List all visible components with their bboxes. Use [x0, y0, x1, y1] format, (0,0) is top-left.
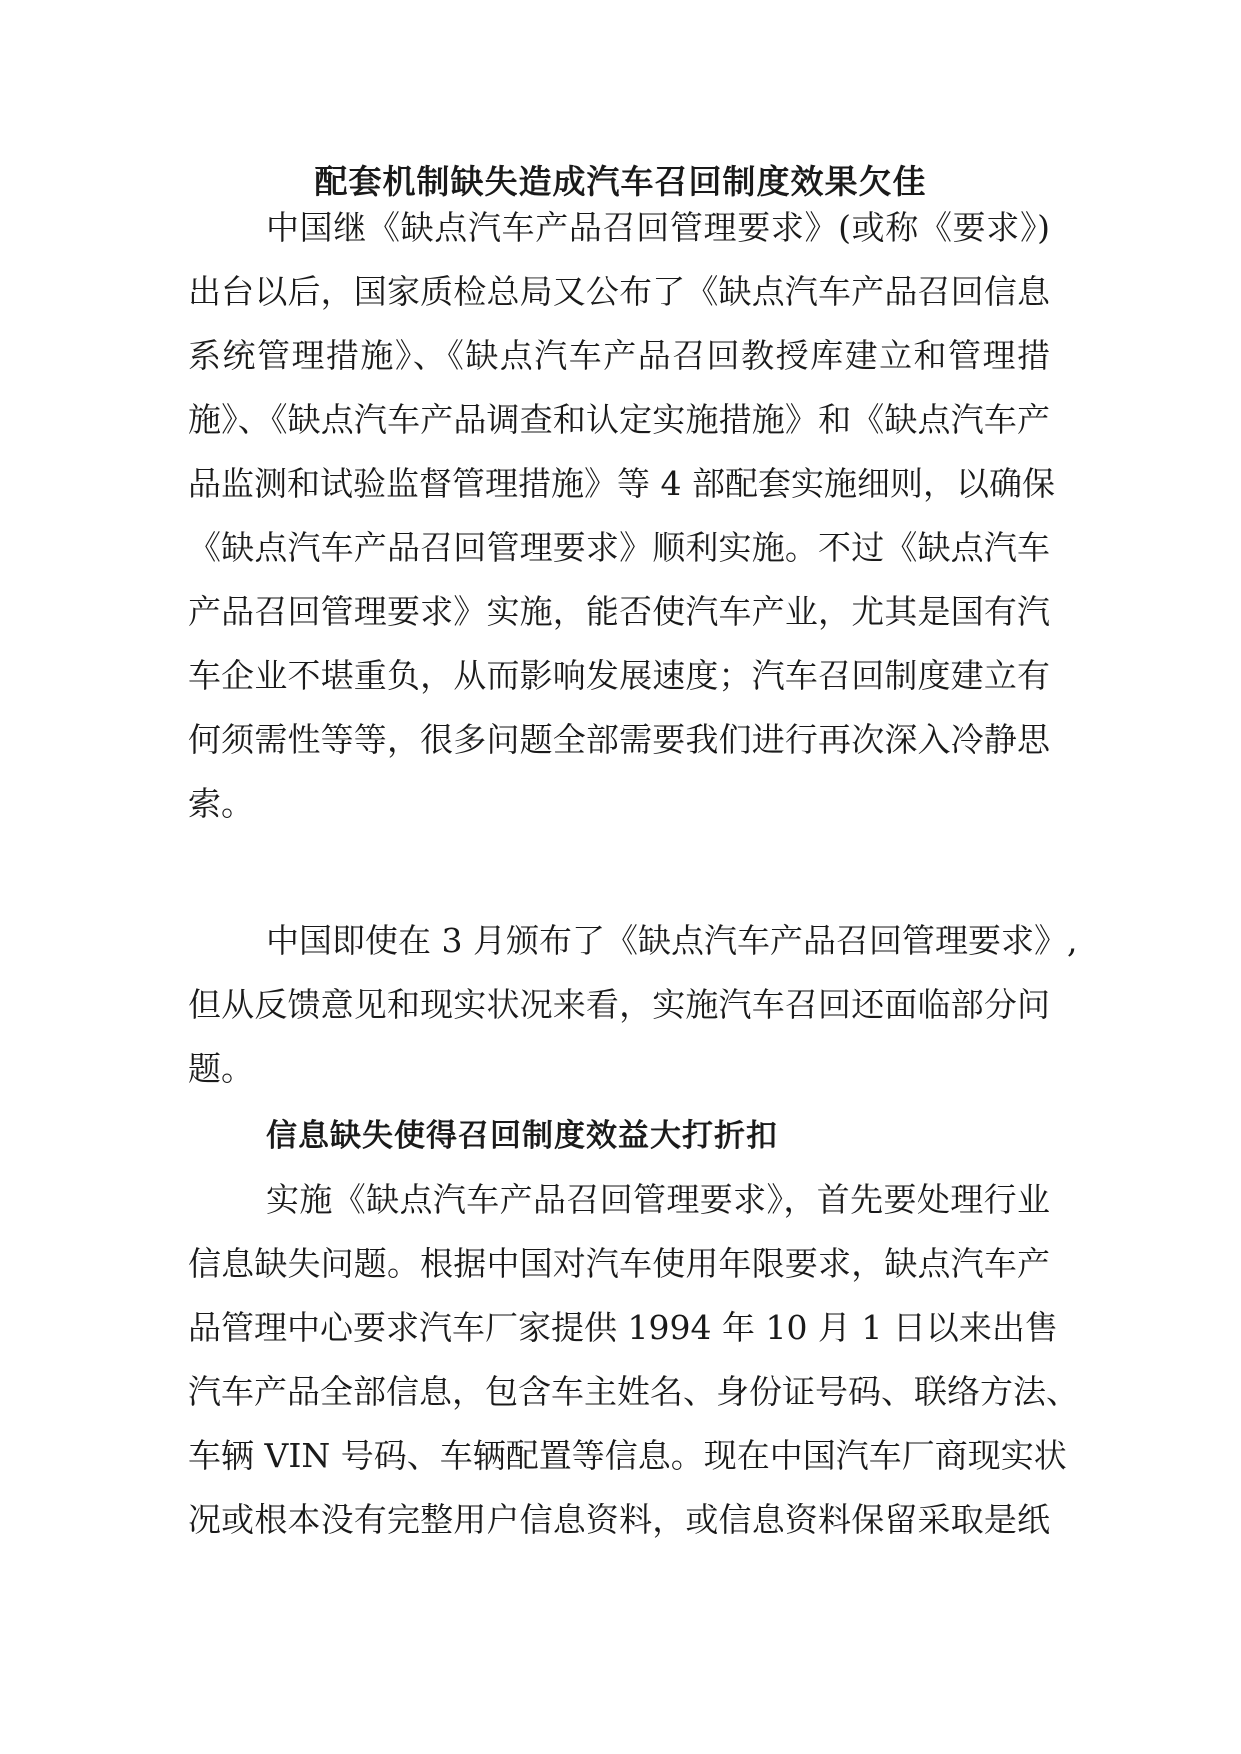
- paragraph-line: 何须需性等等，很多问题全部需要我们进行再次深入冷静思: [188, 720, 1050, 759]
- paragraph-line: 信息缺失问题。根据中国对汽车使用年限要求，缺点汽车产: [188, 1244, 1050, 1283]
- paragraph-line: 中国即使在 3 月颁布了《缺点汽车产品召回管理要求》,: [266, 921, 1078, 960]
- paragraph-line: 实施《缺点汽车产品召回管理要求》，首先要处理行业: [266, 1180, 1050, 1219]
- paragraph-line: 出台以后，国家质检总局又公布了《缺点汽车产品召回信息: [188, 272, 1050, 311]
- paragraph-line: 产品召回管理要求》实施，能否使汽车产业，尤其是国有汽: [188, 592, 1050, 631]
- paragraph-line: 系统管理措施》、《缺点汽车产品召回教授库建立和管理措: [188, 336, 1050, 375]
- paragraph-line: 品监测和试验监督管理措施》等 4 部配套实施细则，以确保: [188, 464, 1055, 503]
- paragraph-line: 况或根本没有完整用户信息资料，或信息资料保留采取是纸: [188, 1500, 1050, 1539]
- paragraph-line: 品管理中心要求汽车厂家提供 1994 年 10 月 1 日以来出售: [188, 1308, 1058, 1347]
- paragraph-line: 中国继《缺点汽车产品召回管理要求》(或称《要求》): [266, 208, 1050, 247]
- paragraph-line: 题。: [188, 1049, 254, 1088]
- paragraph-line: 汽车产品全部信息，包含车主姓名、身份证号码、联络方法、: [188, 1372, 1079, 1411]
- paragraph-line: 施》、《缺点汽车产品调查和认定实施措施》和《缺点汽车产: [188, 400, 1050, 439]
- paragraph-3: [188, 1178, 1079, 1562]
- paragraph-line: 车辆 VIN 号码、车辆配置等信息。现在中国汽车厂商现实状: [188, 1436, 1067, 1475]
- section-heading: 信息缺失使得召回制度效益大打折扣: [266, 1118, 778, 1154]
- paragraph-1: [188, 206, 1055, 846]
- paragraph-line: 《缺点汽车产品召回管理要求》顺利实施。不过《缺点汽车: [188, 528, 1050, 567]
- document-title: 配套机制缺失造成汽车召回制度效果欠佳: [314, 162, 927, 201]
- paragraph-line: 索。: [188, 784, 254, 823]
- paragraph-line: 车企业不堪重负，从而影响发展速度；汽车召回制度建立有: [188, 656, 1050, 695]
- paragraph-2: [188, 919, 1078, 1111]
- paragraph-line: 但从反馈意见和现实状况来看，实施汽车召回还面临部分问: [188, 985, 1050, 1024]
